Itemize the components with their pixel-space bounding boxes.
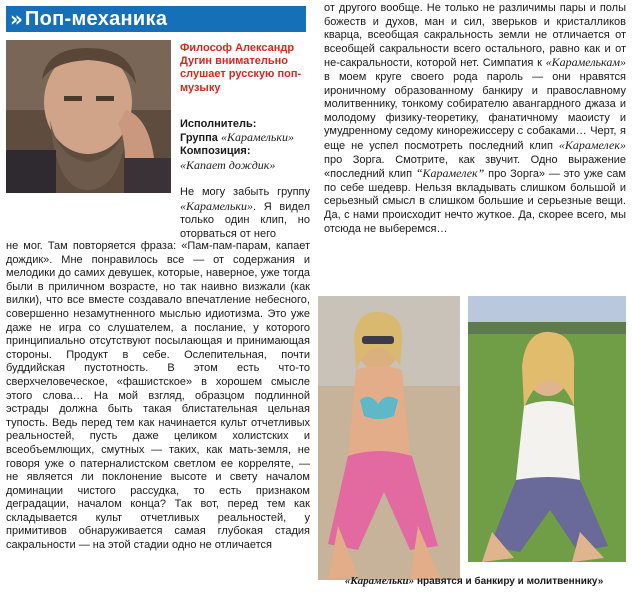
body-text: про Зорга» — это уже сам по себе шедевр. Нельзя вкладывать слишком большой и серьезный смысл в слишком большие и серьезные вещи. Да, с нами происходит нечто жуткое. Да, скорее всего, мы отсюда не выберемся… xyxy=(324,168,626,235)
portrait-illustration xyxy=(6,40,171,193)
band-name: «Карамельки» xyxy=(180,198,253,213)
body-text: в моем круге своего рода пароль — они нравятся ироничному образованному банкиру и православному молитвеннику, тонкому собирателю авангардного джаза и молодому физику-теоретику, фанатичному маоисту и умудренному седому кинорежиссеру с собаками… Черт, я еще не успел посмотреть последний клип xyxy=(324,70,626,152)
performer-prefix: Группа xyxy=(180,132,221,145)
portrait-photo xyxy=(6,40,171,193)
photo-caption xyxy=(318,575,630,587)
article-body-right xyxy=(324,2,626,236)
performer-name: «Карамельки» xyxy=(220,130,294,145)
body-text: Не могу забыть группу xyxy=(180,186,310,198)
rubric-header xyxy=(6,6,306,32)
photo-singer-beach xyxy=(318,296,460,580)
band-name: “Карамелек” xyxy=(415,166,485,181)
composition-name: «Капает дождик» xyxy=(180,157,276,172)
body-text: от другого вообще. Не только не различимы пары и полы божеств и духов, ман и сил, зверьков и кристалликов кварца, всеобщая сакральность земли не отличается от всеобщей сакральности всего остального, равно как и от не-сакральности, которой нет. Симпатия к xyxy=(324,2,626,70)
rubric-title: Поп-механика xyxy=(24,7,168,30)
photo-caption-text: нравятся и банкиру и молитвеннику» xyxy=(414,576,604,587)
photo-caption-band: «Карамельки» xyxy=(344,575,415,587)
portrait-caption: Философ Александр Дугин внимательно слушает русскую поп-музыку xyxy=(180,42,302,94)
right-column xyxy=(318,0,632,600)
band-name: «Карамелькам» xyxy=(545,55,626,70)
photo-singer-grass xyxy=(468,296,626,562)
article-intro xyxy=(180,186,310,241)
track-info xyxy=(180,118,310,173)
beach-illustration xyxy=(318,296,460,580)
band-name: «Карамелек» xyxy=(558,137,626,152)
body-text: . Я видел только один клип, но оторваться от него xyxy=(180,200,310,240)
performer-label: Исполнитель: xyxy=(180,118,257,130)
double-chevron-icon: » xyxy=(10,7,19,31)
body-text: про Зорга. Смотрите, как звучит. Одно выражение «последний клип xyxy=(324,153,626,181)
article-body-left: не мог. Там повторяется фраза: «Пам-пам-парам, капает дождик». Мне понравилось все — от содержания и мелодики до самих девушек, которые, наверное, уже тогда были в приличном возрасте, но так наивно визжали (как вилки), что все вместе создавало впечатление небесного, совершенно незамутненного мыслью идиотизма. Это уже даже не игра со слушателем, а послание, у которого принципиально отсутствуют посылающая и принимающая стороны. Продукт в себе. Ослепительная, почти буддийская пустотность. В этом есть что-то сверхчеловеческое, «фашистское» в хорошем смысле этого слова… На мой взгляд, образцом подлинной эстрады должна быть такая блистательная цельная тупость. Ведь перед тем как начинается культ отчетливых реальностей, пусть даже целиком холистских и всеобъемлющих, смутных — таких, как мать-земля, не говоря уже о патерналистском светлом ее корреляте, — не является ли поклонение высоте и свету началом доминации чистого рассудка, то есть признаком деградации, началом конца? Так вот, перед тем как складывается культ отчетливых реальностей, у примитивов обнаруживается самая глубокая стадия сакральности — на этой стадии одно не отличается xyxy=(6,240,310,552)
composition-label: Композиция: xyxy=(180,145,251,158)
grass-illustration xyxy=(468,296,626,562)
